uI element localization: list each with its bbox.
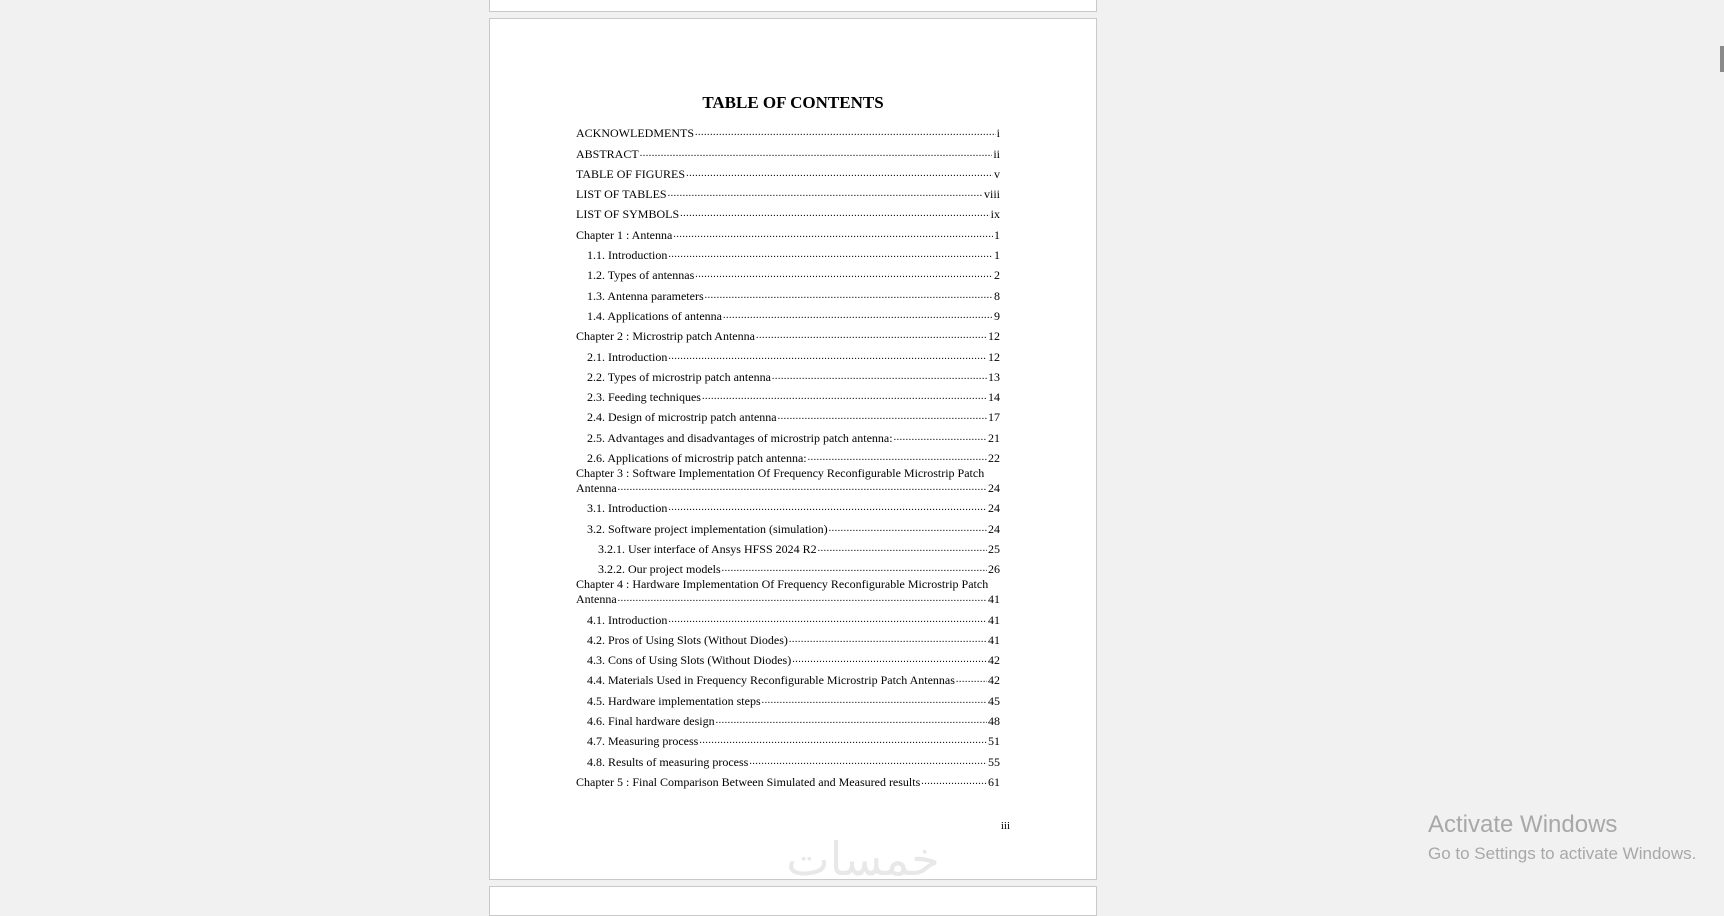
toc-entry-page: 61: [988, 774, 1000, 789]
toc-entry-page: v: [994, 166, 1000, 181]
toc-entry[interactable]: [576, 445, 1000, 465]
toc-entry[interactable]: [576, 556, 1000, 576]
toc-leader-dots: [702, 390, 987, 404]
toc-title: TABLE OF CONTENTS: [702, 93, 884, 112]
toc-entry-page: 17: [988, 410, 1000, 425]
toc-leader-dots: [749, 755, 987, 769]
toc-entry-label: 4.5. Hardware implementation steps: [587, 693, 761, 708]
toc-entry[interactable]: [576, 424, 1000, 444]
toc-entry-page: 41: [988, 612, 1000, 627]
toc-entry-page: 42: [988, 673, 1000, 688]
activate-windows-title: Activate Windows: [1428, 811, 1618, 838]
toc-leader-dots: [789, 633, 987, 647]
toc-leader-dots: [756, 329, 987, 343]
toc-entry[interactable]: [576, 515, 1000, 535]
toc-entry-label: 4.1. Introduction: [587, 612, 668, 627]
toc-entry-label-continued: Antenna: [576, 481, 617, 496]
toc-leader-dots: [673, 228, 993, 242]
toc-entry-page: 12: [988, 329, 1000, 344]
toc-entry-page: 26: [988, 562, 1000, 577]
toc-entry[interactable]: [576, 495, 1000, 515]
toc-entry[interactable]: [576, 769, 1000, 789]
toc-entry-label: 4.2. Pros of Using Slots (Without Diodes): [587, 632, 788, 647]
toc-entry[interactable]: [576, 120, 1000, 140]
toc-entry-label: 2.4. Design of microstrip patch antenna: [587, 410, 777, 425]
toc-leader-dots: [808, 451, 987, 465]
toc-entry-page: 24: [988, 501, 1000, 516]
toc-entry-label: Chapter 5 : Final Comparison Between Simulated and Measured results: [576, 774, 921, 789]
toc-entry-page: ii: [993, 146, 1000, 161]
toc-entry[interactable]: [576, 627, 1000, 647]
toc-entry[interactable]: [576, 242, 1000, 262]
toc-leader-dots: [686, 167, 993, 181]
toc-entry-page: 21: [988, 430, 1000, 445]
toc-entry-label: ACKNOWLEDMENTS: [576, 126, 694, 141]
toc-entry[interactable]: [576, 728, 1000, 748]
toc-entry-page: 9: [994, 308, 1000, 323]
toc-entry-page: i: [996, 126, 1000, 141]
toc-entry-label: Chapter 2 : Microstrip patch Antenna: [576, 329, 755, 344]
toc-entry-page: 12: [988, 349, 1000, 364]
toc-leader-dots: [818, 542, 987, 556]
toc-entry-label: 2.3. Feeding techniques: [587, 390, 701, 405]
toc-entry-label: LIST OF TABLES: [576, 187, 667, 202]
toc-entry-label: LIST OF SYMBOLS: [576, 207, 680, 222]
toc-entry[interactable]: [576, 708, 1000, 728]
toc-entry-label: 2.1. Introduction: [587, 349, 668, 364]
watermark-logo: خمسات: [786, 837, 940, 881]
toc-leader-dots: [668, 187, 983, 201]
toc-leader-dots: [792, 653, 987, 667]
toc-leader-dots: [640, 147, 993, 161]
toc-entry-label: Chapter 3 : Software Implementation Of Frequency Reconfigurable Microstrip Patch: [576, 466, 985, 481]
toc-entry[interactable]: [576, 748, 1000, 768]
toc-entry[interactable]: [576, 161, 1000, 181]
toc-entry[interactable]: [576, 140, 1000, 160]
toc-entry-label: ABSTRACT: [576, 146, 639, 161]
toc-entry[interactable]: [576, 647, 1000, 667]
toc-entry[interactable]: [576, 221, 1000, 241]
toc-entry-page: 2: [994, 268, 1000, 283]
toc-entry-page: 24: [988, 521, 1000, 536]
toc-entry[interactable]: [576, 667, 1000, 687]
toc-entry[interactable]: [576, 181, 1000, 201]
toc-entry[interactable]: [576, 201, 1000, 221]
toc-leader-dots: [722, 562, 987, 576]
toc-list: [576, 120, 1000, 789]
toc-leader-dots: [716, 714, 987, 728]
toc-entry[interactable]: [576, 364, 1000, 384]
toc-entry-label: 3.2.2. Our project models: [598, 562, 721, 577]
toc-entry[interactable]: [576, 536, 1000, 556]
toc-entry-label: 4.3. Cons of Using Slots (Without Diodes): [587, 653, 792, 668]
toc-leader-dots: [668, 613, 987, 627]
toc-entry-label: 2.6. Applications of microstrip patch antenna:: [587, 451, 807, 466]
toc-entry-label: 3.1. Introduction: [587, 501, 668, 516]
toc-leader-dots: [695, 268, 993, 282]
toc-leader-dots: [723, 309, 993, 323]
toc-entry[interactable]: [576, 343, 1000, 363]
toc-entry[interactable]: [576, 404, 1000, 424]
toc-entry-label: Chapter 4 : Hardware Implementation Of Frequency Reconfigurable Microstrip Patch: [576, 577, 989, 592]
toc-leader-dots: [921, 775, 987, 789]
toc-entry-page: 45: [988, 693, 1000, 708]
toc-leader-dots: [668, 501, 987, 515]
toc-entry-label: 4.8. Results of measuring process: [587, 754, 749, 769]
toc-entry-page: 55: [988, 754, 1000, 769]
toc-entry-page: 48: [988, 714, 1000, 729]
toc-entry-page: viii: [983, 187, 1000, 202]
toc-entry-page: 41: [988, 592, 1000, 607]
scrollbar-thumb[interactable]: [1720, 46, 1724, 72]
document-page: [489, 18, 1097, 880]
toc-leader-dots: [699, 734, 987, 748]
toc-entry-label: 4.6. Final hardware design: [587, 714, 715, 729]
toc-entry-label: 1.3. Antenna parameters: [587, 288, 704, 303]
activate-windows-subtitle: Go to Settings to activate Windows.: [1428, 844, 1697, 863]
toc-leader-dots: [695, 126, 996, 140]
toc-leader-dots: [668, 248, 993, 262]
toc-leader-dots: [956, 673, 987, 687]
toc-entry[interactable]: [576, 606, 1000, 626]
toc-entry-page: 1: [994, 227, 1000, 242]
toc-entry-label: TABLE OF FIGURES: [576, 166, 686, 181]
toc-entry-page: 8: [994, 288, 1000, 303]
toc-entry-page: 22: [988, 451, 1000, 466]
toc-leader-dots: [618, 592, 987, 606]
toc-entry-label: Chapter 1 : Antenna: [576, 227, 673, 242]
toc-leader-dots: [705, 289, 993, 303]
toc-entry-label: 3.2.1. User interface of Ansys HFSS 2024 R2: [598, 541, 817, 556]
toc-leader-dots: [778, 410, 987, 424]
toc-entry-label: 4.7. Measuring process: [587, 734, 699, 749]
toc-entry-label: 1.1. Introduction: [587, 248, 668, 263]
toc-entry-page: 25: [988, 541, 1000, 556]
toc-entry[interactable]: [576, 687, 1000, 707]
toc-leader-dots: [618, 481, 987, 495]
previous-page: [489, 0, 1097, 12]
toc-leader-dots: [772, 370, 987, 384]
toc-entry-label-continued: Antenna: [576, 592, 617, 607]
toc-entry-page: 24: [988, 481, 1000, 496]
activate-windows-notice: [1428, 810, 1696, 866]
toc-entry-label: 4.4. Materials Used in Frequency Reconfigurable Microstrip Patch Antennas: [587, 673, 955, 688]
toc-entry[interactable]: [576, 384, 1000, 404]
toc-entry-page: 13: [988, 369, 1000, 384]
toc-entry-label: 3.2. Software project implementation (simulation): [587, 521, 828, 536]
toc-entry[interactable]: [576, 303, 1000, 323]
toc-leader-dots: [762, 694, 987, 708]
toc-entry[interactable]: [576, 465, 1000, 495]
toc-entry-page: 1: [994, 248, 1000, 263]
toc-leader-dots: [680, 207, 990, 221]
toc-entry-label: 2.2. Types of microstrip patch antenna: [587, 369, 771, 384]
toc-entry-page: ix: [990, 207, 1000, 222]
toc-entry[interactable]: [576, 576, 1000, 606]
toc-leader-dots: [894, 431, 987, 445]
toc-entry-page: 41: [988, 632, 1000, 647]
toc-entry[interactable]: [576, 323, 1000, 343]
toc-leader-dots: [668, 350, 987, 364]
toc-entry[interactable]: [576, 282, 1000, 302]
toc-entry-page: 42: [988, 653, 1000, 668]
toc-entry-label: 1.2. Types of antennas: [587, 268, 695, 283]
toc-leader-dots: [829, 522, 987, 536]
toc-entry-page: 14: [988, 390, 1000, 405]
toc-entry-label: 1.4. Applications of antenna: [587, 308, 722, 323]
toc-entry-page: 51: [988, 734, 1000, 749]
next-page: [489, 886, 1097, 916]
toc-entry-label: 2.5. Advantages and disadvantages of microstrip patch antenna:: [587, 430, 893, 445]
page-number: iii: [1000, 820, 1010, 832]
toc-entry[interactable]: [576, 262, 1000, 282]
